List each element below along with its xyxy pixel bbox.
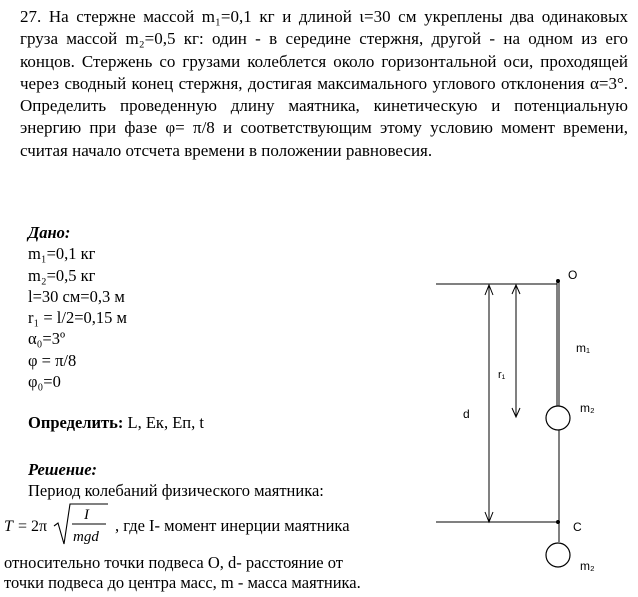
problem-text: 27. На стержне массой m₁=0,1 кг и длиной ι=30 см укреплены два одинаковых груза массой m₂=0,5 кг: один - в середине стержня, другой - на одном из его концов. Стержень со грузами колеблется около горизонтальной оси, проходящей через сводный конец стержня, достигая максимального углового отклонения α=3°. Определить проведенную длину маятника, кинетическую и потенциальную энергию при фазе φ= π/8 и соответствующим этому условию момент времени, считая начало отсчета времени в положении равновесия. <box>20 7 628 160</box>
find-line <box>28 413 204 433</box>
solution-line-4: точки подвеса до центра масс, m - масса маятника. <box>4 573 361 592</box>
given-item-length: l=30 см=0,3 м <box>28 286 125 306</box>
label-m2-middle: m₂ <box>580 401 595 415</box>
label-O: O <box>568 268 578 282</box>
given-item-phi0: φ₀=0 <box>28 372 61 392</box>
label-r1: r₁ <box>498 369 506 381</box>
pivot-point-O <box>556 279 560 283</box>
formula-numerator: I <box>84 507 89 523</box>
formula-explanation: , где I- момент инерции маятника <box>115 516 350 535</box>
formula-T: T <box>4 518 13 535</box>
center-mass-point <box>556 520 560 524</box>
formula-eq: = 2π <box>18 518 48 535</box>
given-item-m2: m₂=0,5 кг <box>28 265 96 285</box>
solution-heading: Решение: <box>28 460 98 479</box>
given-item-alpha: α₀=3º <box>28 329 66 349</box>
problem-statement <box>20 6 628 162</box>
given-heading: Дано: <box>28 223 71 242</box>
solution-line-3: относительно точки подвеса O, d- расстояние от <box>4 553 343 572</box>
find-value: L, Eк, Eп, t <box>123 413 204 432</box>
formula-graphic <box>4 500 124 550</box>
label-d: d <box>463 407 470 421</box>
formula-denominator: mgd <box>73 529 99 545</box>
solution-line-period: Период колебаний физического маятника: <box>28 481 324 500</box>
given-item-r1: r₁ = l/2=0,15 м <box>28 308 127 328</box>
given-item-phi: φ = π/8 <box>28 350 77 370</box>
label-m2-end: m₂ <box>580 559 595 573</box>
label-C: C <box>573 520 582 534</box>
given-item-m1: m₁=0,1 кг <box>28 244 96 264</box>
pendulum-diagram <box>430 255 638 597</box>
label-m1: m₁ <box>576 341 591 355</box>
given-section <box>28 222 358 392</box>
middle-mass <box>546 406 570 430</box>
find-label: Определить: <box>28 413 124 432</box>
end-mass <box>546 543 570 567</box>
